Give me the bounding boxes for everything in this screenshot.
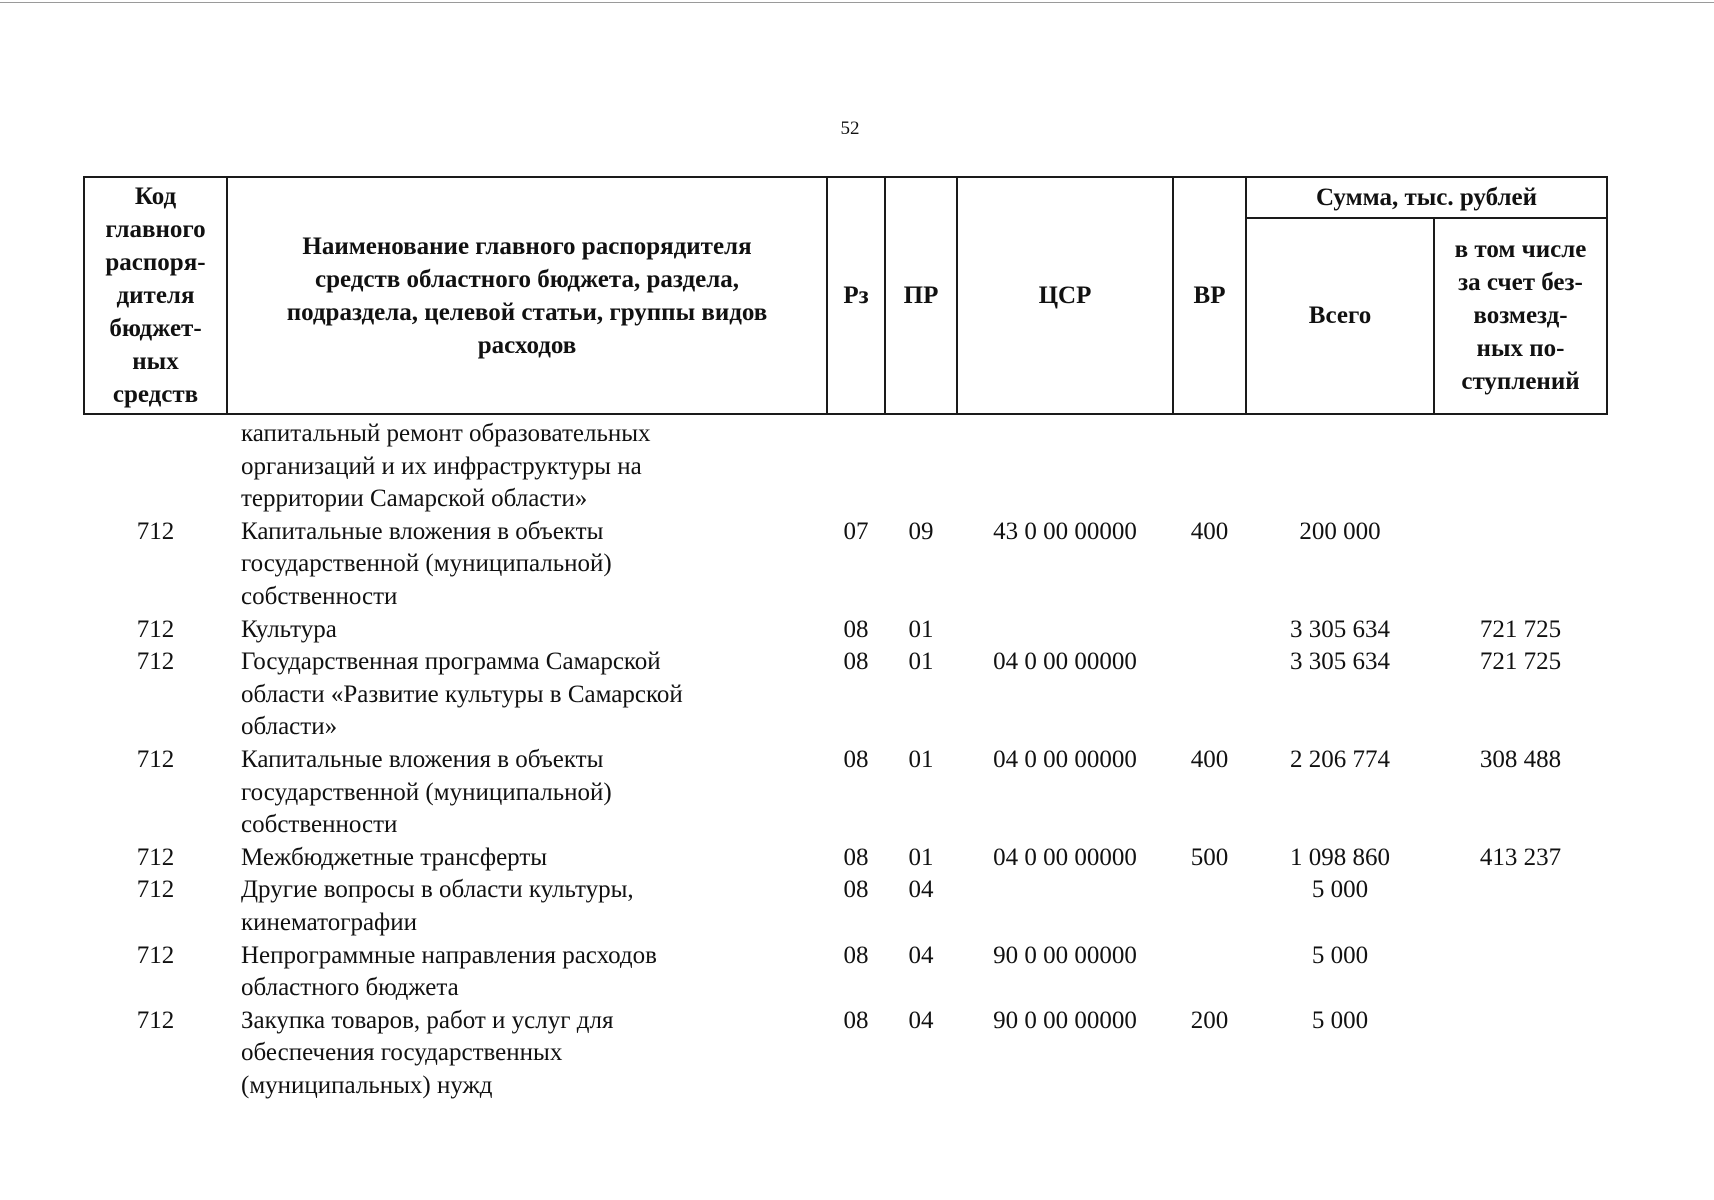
row-pr: 04 [908,941,934,969]
row-pr: 04 [908,876,934,904]
header-rz: Рз [827,177,885,414]
row-pr: 01 [908,615,934,643]
table-row [84,940,1607,1005]
row-csr: 90 0 00 00000 [993,1006,1137,1034]
row-total: 3 305 634 [1290,648,1390,676]
row-vr: 400 [1190,517,1229,545]
row-name: Непрограммные направления расходов областного бюджета [241,941,657,1002]
row-code: 712 [136,876,175,904]
row-pr: 09 [908,517,934,545]
row-incl [1434,874,1607,939]
row-name: Межбюджетные трансферты [241,843,548,871]
header-vr: ВР [1173,177,1246,414]
row-total: 5 000 [1311,941,1369,969]
row-total: 1 098 860 [1290,843,1390,871]
row-rz: 08 [843,615,869,643]
row-incl: 308 488 [1479,745,1562,773]
row-csr: 90 0 00 00000 [993,941,1137,969]
row-vr [1173,874,1246,939]
row-incl [1434,516,1607,614]
row-code: 712 [136,843,175,871]
row-incl [1434,940,1607,1005]
row-csr: 04 0 00 00000 [993,648,1137,676]
continuation-text: капитальный ремонт образовательных организаций и их инфраструктуры на территории Самарской области» [241,420,651,513]
table-row [84,744,1607,842]
table-row [84,646,1607,744]
row-code: 712 [136,745,175,773]
header-csr: ЦСР [957,177,1173,414]
row-csr: 04 0 00 00000 [993,745,1137,773]
table-row [84,516,1607,614]
row-incl: 721 725 [1479,648,1562,676]
row-vr [1173,614,1246,647]
row-vr [1173,646,1246,744]
header-pr: ПР [885,177,957,414]
row-csr [957,874,1173,939]
continuation-row [84,414,1607,516]
budget-table [83,176,1608,1102]
row-rz: 07 [843,517,869,545]
table-row [84,1005,1607,1103]
table-row [84,614,1607,647]
row-code: 712 [136,648,175,676]
row-rz: 08 [843,1006,869,1034]
row-csr [957,614,1173,647]
row-total: 5 000 [1311,876,1369,904]
row-pr: 01 [908,648,934,676]
row-csr: 43 0 00 00000 [993,517,1137,545]
header-incl: в том числе за счет без- возмезд- ных по- ступлений [1434,218,1607,415]
row-code: 712 [136,1006,175,1034]
header-code: Код главного распоря- дителя бюджет- ных средств [84,177,227,414]
page-number: 52 [840,118,860,139]
row-pr: 01 [908,745,934,773]
row-total: 5 000 [1311,1006,1369,1034]
row-rz: 08 [843,941,869,969]
row-code: 712 [136,517,175,545]
row-rz: 08 [843,745,869,773]
row-csr: 04 0 00 00000 [993,843,1137,871]
row-pr: 04 [908,1006,934,1034]
row-rz: 08 [843,843,869,871]
row-name: Другие вопросы в области культуры, кинематографии [241,876,634,936]
row-name: Закупка товаров, работ и услуг для обеспечения государственных (муниципальных) нужд [241,1006,614,1099]
row-total: 200 000 [1299,517,1381,545]
row-name: Капитальные вложения в объекты государственной (муниципальной) собственности [241,517,612,610]
row-vr: 500 [1190,843,1229,871]
row-vr: 400 [1190,745,1229,773]
row-incl: 721 725 [1479,615,1562,643]
row-name: Капитальные вложения в объекты государственной (муниципальной) собственности [241,745,612,839]
header-total: Всего [1246,218,1434,415]
table-row [84,874,1607,939]
row-vr: 200 [1190,1006,1229,1034]
row-rz: 08 [843,876,869,904]
row-incl: 413 237 [1479,843,1562,871]
row-vr [1173,940,1246,1005]
row-total: 2 206 774 [1290,745,1390,773]
header-sum: Сумма, тыс. рублей [1246,177,1607,218]
top-rule [0,2,1714,3]
row-pr: 01 [908,843,934,871]
row-rz: 08 [843,648,869,676]
row-total: 3 305 634 [1290,615,1390,643]
row-incl [1434,1005,1607,1103]
row-name: Культура [241,615,337,643]
header-name: Наименование главного распорядителя средств областного бюджета, раздела, подраздела, целевой статьи, группы видов расходов [227,177,827,414]
table-row [84,842,1607,875]
row-code: 712 [136,941,175,969]
row-name: Государственная программа Самарской области «Развитие культуры в Самарской области» [241,648,683,741]
row-code: 712 [136,615,175,643]
